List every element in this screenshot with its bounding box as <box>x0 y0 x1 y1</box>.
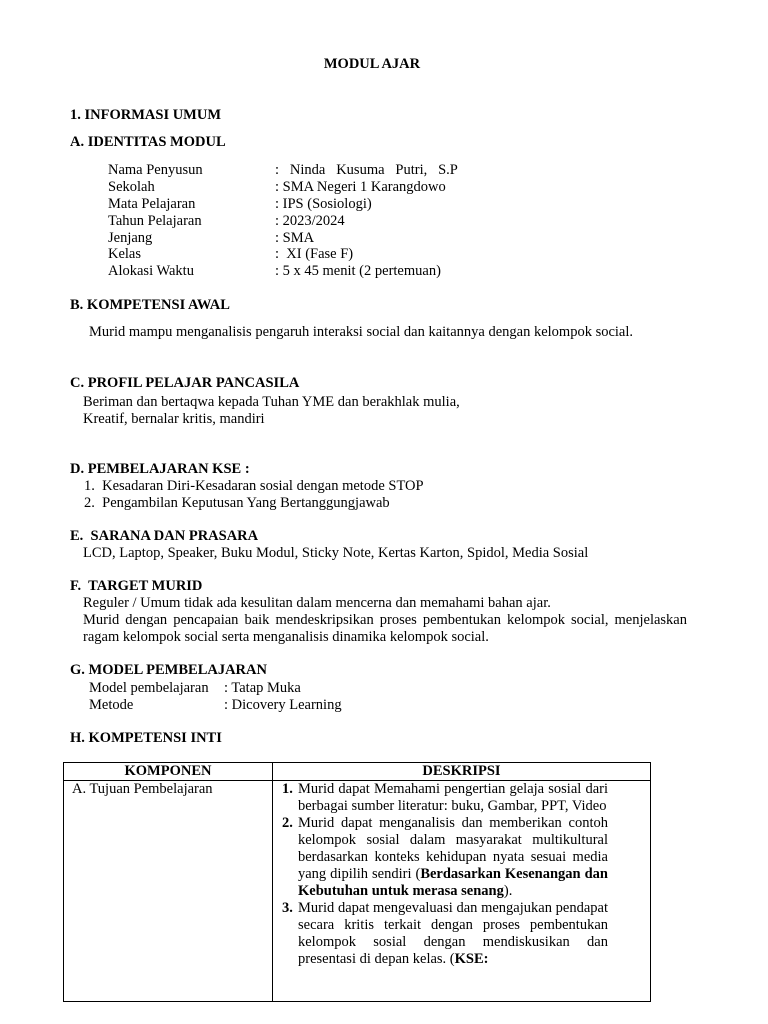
section-d-item: 2. Pengambilan Keputusan Yang Bertanggungjawab <box>84 495 390 511</box>
section-d-heading: D. PEMBELAJARAN KSE : <box>70 461 250 477</box>
identity-row <box>108 213 345 230</box>
component-cell: A. Tujuan Pembelajaran <box>64 781 273 1002</box>
item-text <box>298 815 608 900</box>
header-deskripsi: DESKRIPSI <box>273 763 651 781</box>
item-text-after: ). <box>503 883 513 899</box>
model-row <box>89 680 301 697</box>
identity-key: Alokasi Waktu <box>108 263 194 279</box>
model-key: Metode <box>89 697 134 713</box>
section-e-heading: E. SARANA DAN PRASARA <box>70 528 259 544</box>
identity-value: : Ninda Kusuma Putri, S.P <box>275 162 458 178</box>
identity-key: Tahun Pelajaran <box>108 213 202 229</box>
section-c-line: Kreatif, bernalar kritis, mandiri <box>83 411 265 427</box>
list-item <box>273 900 650 968</box>
identity-key: Sekolah <box>108 179 155 195</box>
identity-value: : 5 x 45 menit (2 pertemuan) <box>275 263 441 279</box>
identity-row <box>108 196 372 213</box>
identity-row <box>108 179 446 196</box>
section-f-heading: F. TARGET MURID <box>70 578 203 594</box>
item-number: 2. <box>282 815 293 831</box>
section-a-heading: A. IDENTITAS MODUL <box>70 134 226 150</box>
model-value: : Dicovery Learning <box>224 697 342 713</box>
item-text <box>298 900 608 968</box>
item-text-plain: Murid dapat mengevaluasi dan mengajukan pendapat secara kritis terkait dengan proses pembentukan kelompok sosial dengan mendiskusikan dan presentasi di depan kelas. ( <box>298 900 608 967</box>
identity-value: : SMA Negeri 1 Karangdowo <box>275 179 446 195</box>
section-e-text: LCD, Laptop, Speaker, Buku Modul, Sticky Note, Kertas Karton, Spidol, Media Sosial <box>83 545 589 561</box>
identity-value: : 2023/2024 <box>275 213 345 229</box>
table-header-row <box>64 763 651 781</box>
section-h-heading: H. KOMPETENSI INTI <box>70 730 222 746</box>
item-number: 3. <box>282 900 293 916</box>
model-key: Model pembelajaran <box>89 680 209 696</box>
section-f-line: Reguler / Umum tidak ada kesulitan dalam mencerna dan memahami bahan ajar. <box>83 595 551 611</box>
section-b-text: Murid mampu menganalisis pengaruh interaksi social dan kaitannya dengan kelompok social. <box>89 324 634 340</box>
identity-key: Nama Penyusun <box>108 162 203 178</box>
item-text-bold: Berdasarkan Kesenangan dan Kebutuhan untuk merasa senang <box>298 866 608 899</box>
identity-value: : SMA <box>275 230 315 246</box>
identity-key: Kelas <box>108 246 142 262</box>
item-number: 1. <box>282 781 293 797</box>
description-cell <box>273 781 651 1002</box>
item-text-bold: KSE: <box>454 951 489 967</box>
document-title: MODUL AJAR <box>323 56 421 72</box>
identity-row <box>108 263 441 280</box>
model-row <box>89 697 342 714</box>
table-row <box>64 781 651 1002</box>
model-value: : Tatap Muka <box>224 680 301 696</box>
list-item <box>273 815 650 900</box>
section-g-heading: G. MODEL PEMBELAJARAN <box>70 662 267 678</box>
identity-row <box>108 230 314 247</box>
identity-key: Mata Pelajaran <box>108 196 196 212</box>
identity-row <box>108 246 353 263</box>
section-c-line: Beriman dan bertaqwa kepada Tuhan YME dan berakhlak mulia, <box>83 394 460 410</box>
section-b-heading: B. KOMPETENSI AWAL <box>70 297 230 313</box>
list-item <box>273 781 650 815</box>
header-komponen: KOMPONEN <box>64 763 273 781</box>
section-d-item: 1. Kesadaran Diri-Kesadaran sosial dengan metode STOP <box>84 478 424 494</box>
identity-value: : XI (Fase F) <box>275 246 354 262</box>
identity-value: : IPS (Sosiologi) <box>275 196 372 212</box>
item-text-plain: Murid dapat menganalisis dan memberikan contoh kelompok sosial dalam masyarakat multikultural berdasarkan konteks kehidupan nyata sesuai media yang dipilih sendiri ( <box>298 815 608 882</box>
identity-row <box>108 162 458 179</box>
objective-list <box>273 781 650 968</box>
item-text: Murid dapat Memahami pengertian gelaja sosial dari berbagai sumber literatur: buku, Gambar, PPT, Video <box>298 781 608 814</box>
section-1-heading: 1. INFORMASI UMUM <box>70 107 222 123</box>
section-f-paragraph: Murid dengan pencapaian baik mendeskripsikan proses pembentukan kelompok social, menjelaskan ragam kelompok social serta menganalisis dinamika kelompok social. <box>83 612 687 645</box>
kompetensi-inti-table <box>63 762 651 1002</box>
identity-key: Jenjang <box>108 230 153 246</box>
section-c-heading: C. PROFIL PELAJAR PANCASILA <box>70 375 300 391</box>
